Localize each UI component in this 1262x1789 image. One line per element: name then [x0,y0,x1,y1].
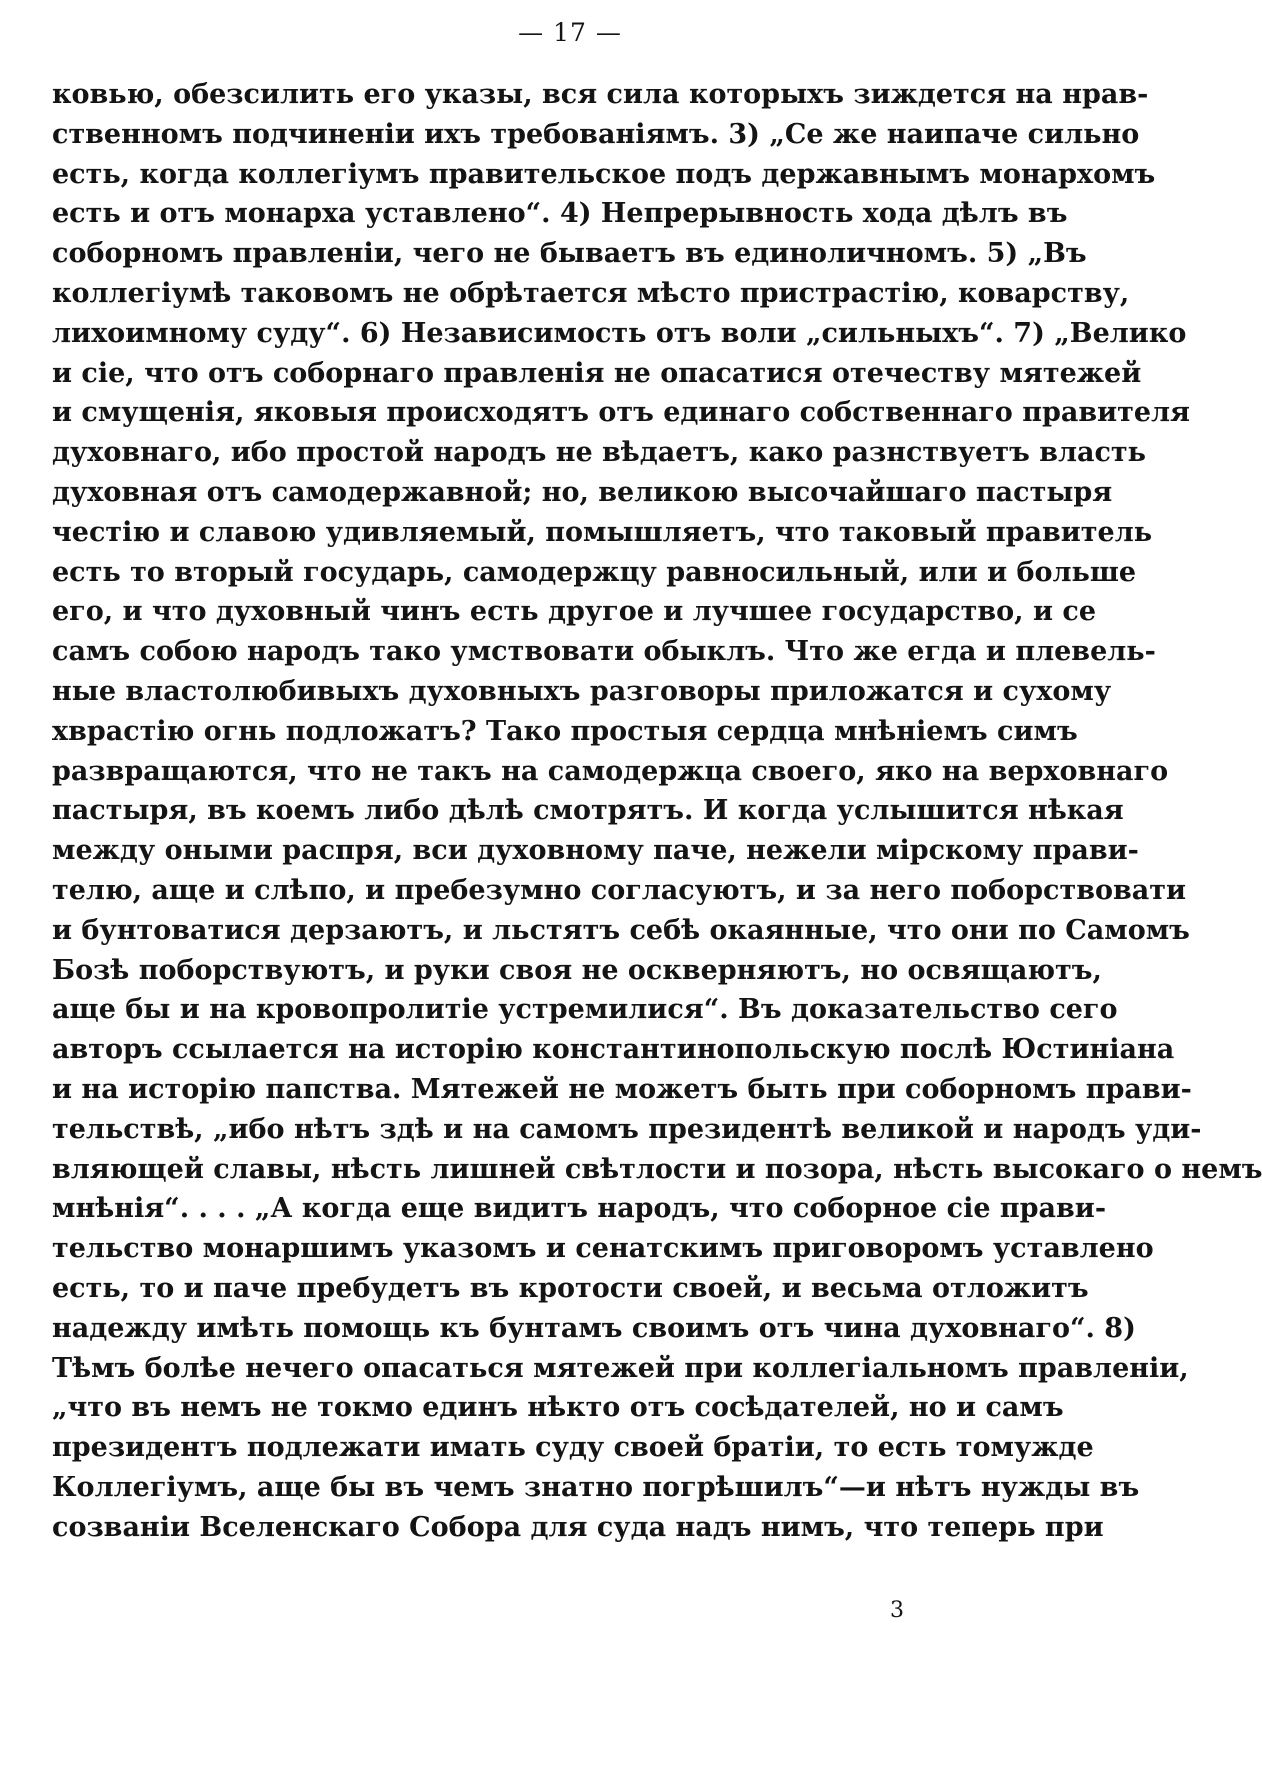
text-line: ковью, обезсилить его указы, вся сила которыхъ зиждется на нрав- [52,79,1149,110]
text-line: авторъ ссылается на исторію константинопольскую послѣ Юстиніана [52,1034,1175,1066]
text-line: ные властолюбивыхъ духовныхъ разговоры приложатся и сухому [52,675,1112,707]
text-line: тельствѣ, „ибо нѣтъ здѣ и на самомъ президентѣ великой и народъ уди- [52,1113,1202,1145]
text-line: аще бы и на кровопролитіе устремилися“. Въ доказательство сего [52,994,1118,1026]
text-line: ственномъ подчиненіи ихъ требованіямъ. 3) „Се же наипаче сильно [52,118,1140,150]
text-line: между оными распря, вси духовному паче, нежели мірскому прави- [52,835,1139,867]
text-line: и бунтоватися дерзаютъ, и льстятъ себѣ окаянные, что они по Самомъ [52,914,1190,946]
text-line: духовнаго, ибо простой народъ не вѣдаетъ, како разнствуетъ власть [52,437,1146,469]
text-line: тельство монаршимъ указомъ и сенатскимъ приговоромъ уставлено [52,1233,1154,1265]
printer-signature: 3 [890,1598,904,1623]
text-line: и смущенія, яковыя происходятъ отъ единаго собственнаго правителя [52,397,1191,429]
text-line: мнѣнія“. . . . „А когда еще видитъ народъ, что соборное сіе прави- [52,1193,1107,1225]
text-line: самъ собою народъ тако умствовати обыклъ. Что же егда и плевель- [52,636,1156,668]
text-line: и на исторію папства. Мятежей не можетъ быть при соборномъ прави- [52,1073,1192,1105]
text-line: честію и славою удивляемый, помышляетъ, что таковый правитель [52,516,1153,548]
text-line: президентъ подлежати имать суду своей братіи, то есть томужде [52,1432,1094,1464]
text-line: надежду имѣть помощь къ бунтамъ своимъ отъ чина духовнаго“. 8) [52,1312,1136,1344]
text-line: „что въ немъ не токмо единъ нѣкто отъ сосѣдателей, но и самъ [52,1392,1064,1424]
text-line: лихоимному суду“. 6) Независимость отъ воли „сильныхъ“. 7) „Велико [52,317,1187,349]
text-line: есть то вторый государь, самодержцу равносильный, или и больше [52,556,1137,588]
text-line: соборномъ правленіи, чего не бываетъ въ единоличномъ. 5) „Въ [52,238,1087,270]
text-line: созваніи Вселенскаго Собора для суда надъ нимъ, что теперь при [52,1511,1104,1543]
text-line: есть, то и паче пребудетъ въ кротости своей, и весьма отложитъ [52,1272,1089,1304]
text-line: есть и отъ монарха уставлено“. 4) Непрерывность хода дѣлъ въ [52,198,1068,230]
text-line: духовная отъ самодержавной; но, великою высочайшаго пастыря [52,476,1113,508]
text-line: Коллегіумъ, аще бы въ чемъ знатно погрѣшилъ“—и нѣтъ нужды въ [52,1471,1140,1503]
text-line: есть, когда коллегіумъ правительское подъ державнымъ монархомъ [52,158,1156,190]
text-line: Тѣмъ болѣе нечего опасаться мятежей при коллегіальномъ правленіи, [52,1352,1189,1384]
text-line: пастыря, въ коемъ либо дѣлѣ смотрятъ. И когда услышится нѣкая [52,795,1124,827]
text-line: вляющей славы, нѣсть лишней свѣтлости и позора, нѣсть высокаго о немъ [52,1153,1262,1185]
text-line: телю, аще и слѣпо, и пребезумно согласуютъ, и за него поборствовати [52,874,1186,906]
text-line: и сіе, что отъ соборнаго правленія не опасатися отечеству мятежей [52,357,1142,389]
text-line: хврастію огнь подложатъ? Тако простыя сердца мнѣніемъ симъ [52,715,1078,747]
text-line: развращаются, что не такъ на самодержца своего, яко на верховнаго [52,755,1169,787]
text-line: его, и что духовный чинъ есть другое и лучшее государство, и се [52,596,1096,628]
page-number: — 17 — [518,18,622,47]
text-line: коллегіумѣ таковомъ не обрѣтается мѣсто пристрастію, коварству, [52,277,1130,309]
body-text [52,75,1262,1547]
text-line: Бозѣ поборствуютъ, и руки своя не оскверняютъ, но освящаютъ, [52,954,1102,986]
